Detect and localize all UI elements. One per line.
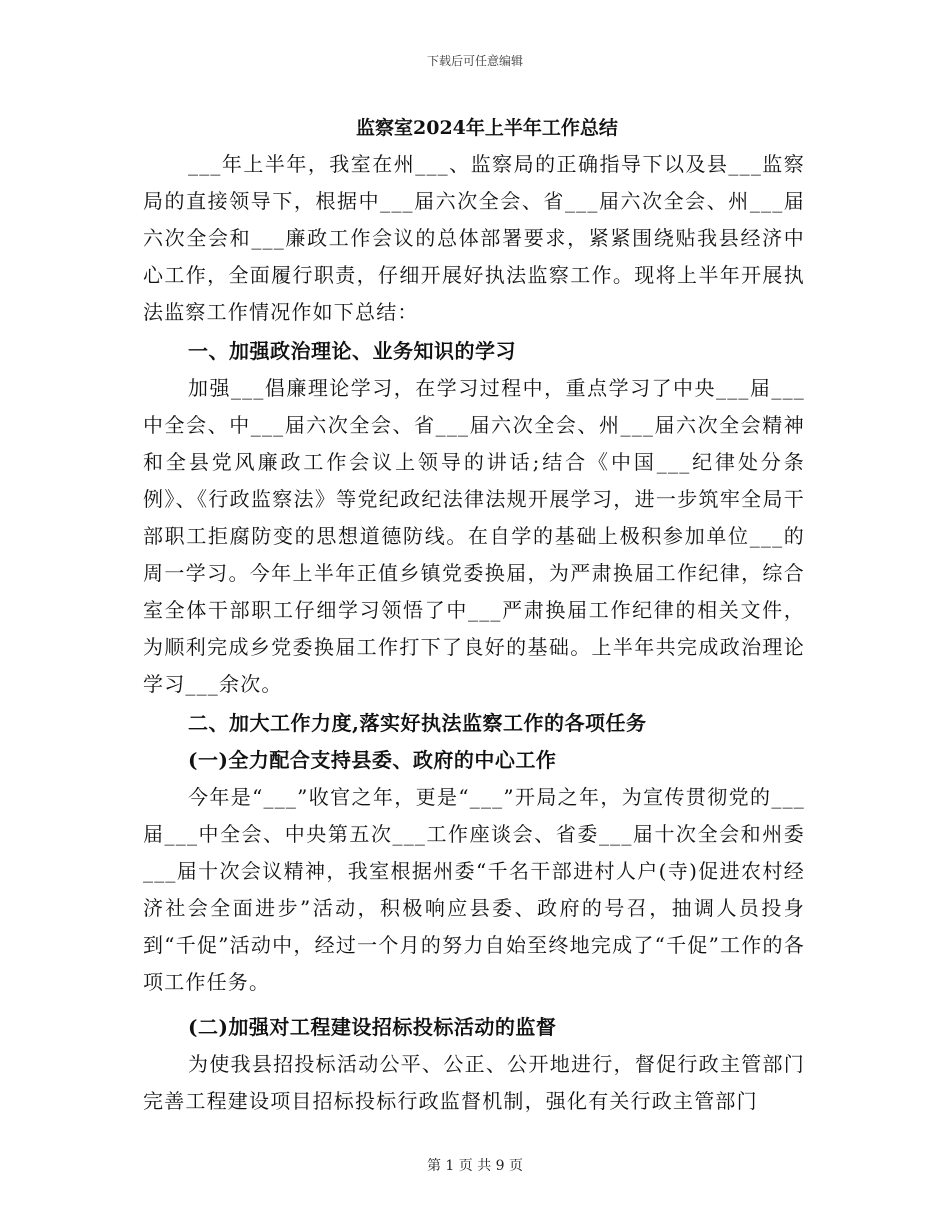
section-2-heading: 二、加大工作力度,落实好执法监察工作的各项任务	[188, 711, 647, 735]
page-number-footer: 第 1 页 共 9 页	[426, 1158, 524, 1174]
page-header: 下载后可任意编辑	[426, 54, 523, 68]
subsection-1-heading: (一)全力配合支持县委、政府的中心工作	[188, 748, 557, 772]
subsection-1-paragraph: 今年是“___”收官之年，更是“___”开局之年，为宣传贯彻党的___届___中全会、中央第五次___工作座谈会、省委___届十次全会和州委___届十次会议精神，我室根据州委“千名干部进村人户(寺)促进农村经济社会全面进步”活动，积极响应县委、政府的号召，抽调人员投身到“千促”活动中，经过一个月的努力自始至终地完成了“千促”工作的各项工作任务。	[143, 785, 805, 994]
section-1-heading: 一、加强政治理论、业务知识的学习	[188, 339, 516, 363]
intro-paragraph: ___年上半年，我室在州___、监察局的正确指导下以及县___监察局的直接领导下，根据中___届六次全会、省___届六次全会、州___届六次全会和___廉政工作会议的总体部署要求，紧紧围绕贴我县经济中心工作，全面履行职责，仔细开展好执法监察工作。现将上半年开展执法监察工作情况作如下总结：	[143, 152, 805, 324]
document-title: 监察室2024年上半年工作总结	[356, 117, 618, 139]
subsection-2-paragraph: 为使我县招投标活动公平、公正、公开地进行，督促行政主管部门完善工程建设项目招标投标行政监督机制，强化有关行政主管部门	[143, 1052, 805, 1113]
subsection-2-heading: (二)加强对工程建设招标投标活动的监督	[188, 1015, 557, 1039]
document-body	[143, 110, 805, 1120]
section-1-paragraph: 加强___倡廉理论学习，在学习过程中，重点学习了中央___届___中全会、中___届六次全会、省___届六次全会、州___届六次全会精神和全县党风廉政工作会议上领导的讲话;结合《中国___纪律处分条例》、《行政监察法》等党纪政纪法律法规开展学习，进一步筑牢全局干部职工拒腐防变的思想道德防线。在自学的基础上极积参加单位___的周一学习。今年上半年正值乡镇党委换届，为严肃换届工作纪律，综合室全体干部职工仔细学习领悟了中___严肃换届工作纪律的相关文件，为顺利完成乡党委换届工作打下了良好的基础。上半年共完成政治理论学习___余次。	[143, 376, 805, 696]
